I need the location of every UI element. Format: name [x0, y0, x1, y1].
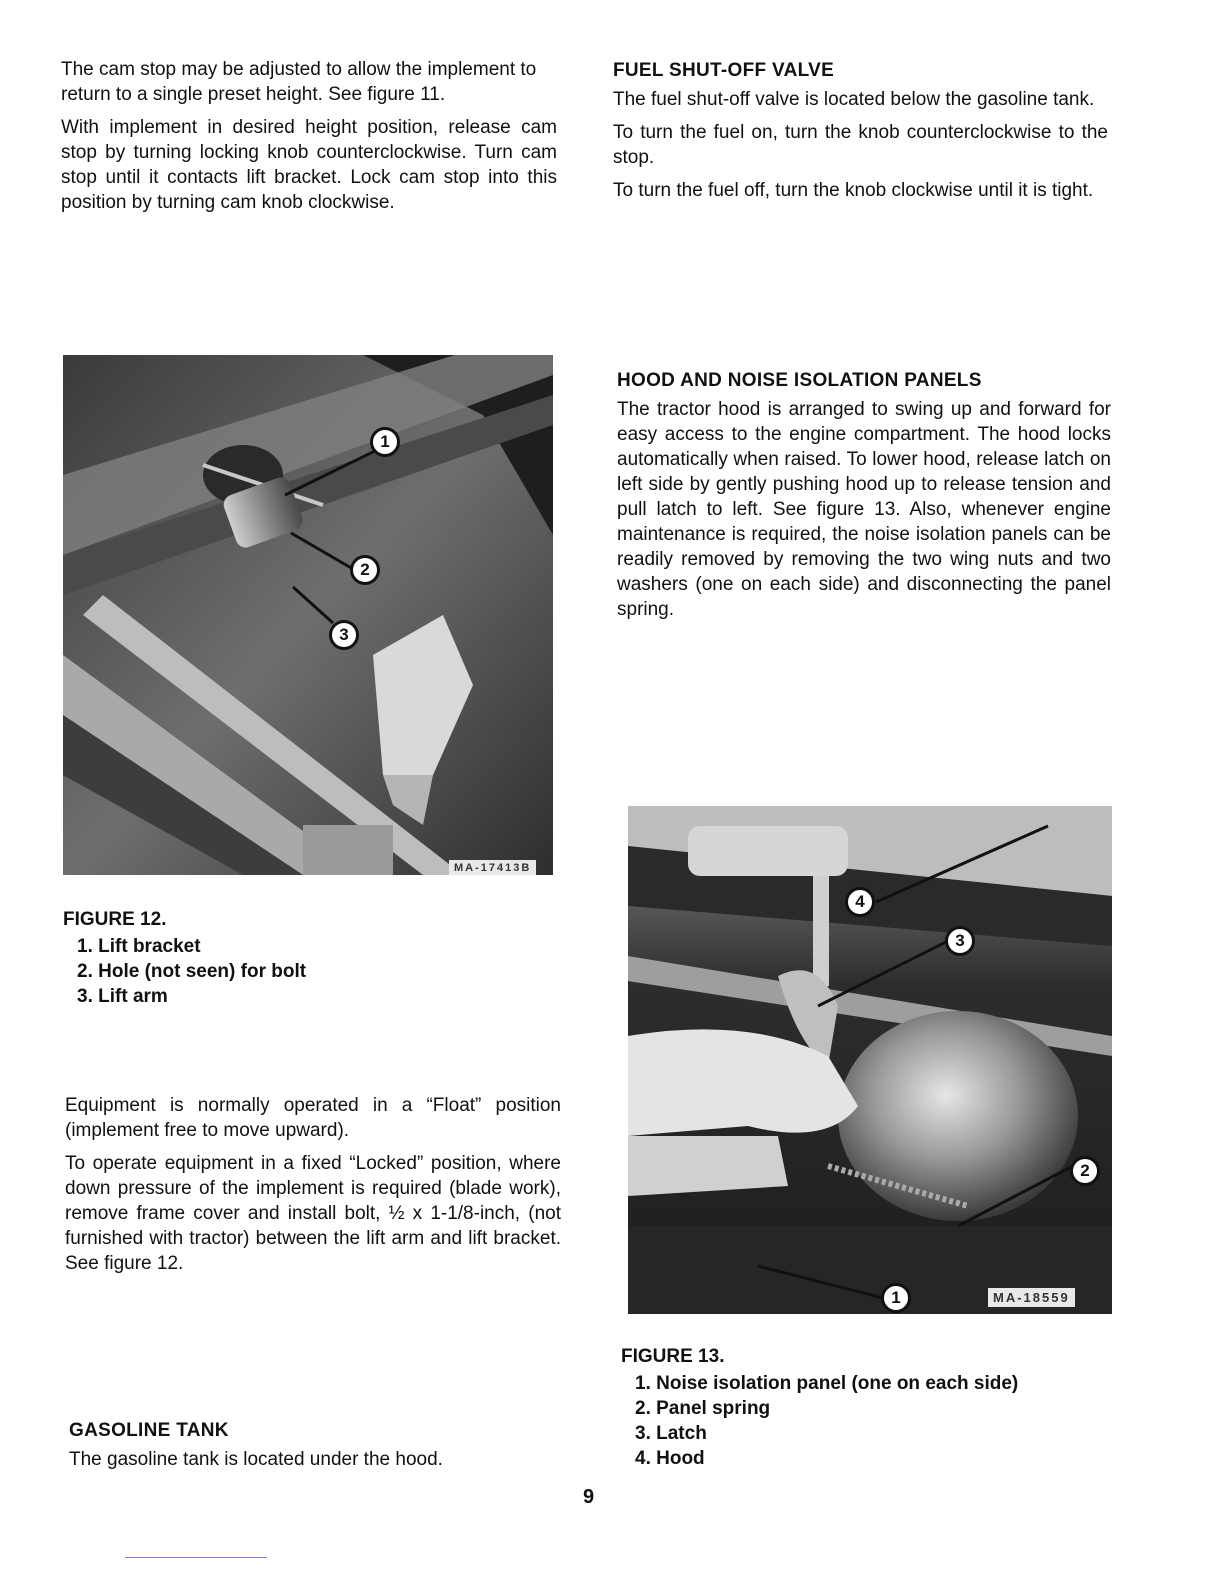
figure-13-legend-item: 3. Latch	[635, 1423, 707, 1444]
figure-13-callout-4: 4	[845, 887, 875, 917]
figure-13-legend	[621, 1371, 1121, 1471]
page-number: 9	[583, 1486, 595, 1508]
figure-12-illustration	[63, 355, 553, 875]
hood-text: The tractor hood is arranged to swing up and forward for easy access to the engine compartment. The hood locks automatically when raised. To lower hood, release latch on left side by gently pushing hood up to release tension and pull latch to left. See figure 13. Also, whenever engine maintenance is required, the noise isolation panels can be readily removed by removing the two wing nuts and two washers (one on each side) and disconnecting the panel spring.	[617, 399, 1111, 620]
fuel-valve-heading: FUEL SHUT-OFF VALVE	[613, 60, 835, 81]
gasoline-tank-text: The gasoline tank is located under the hood.	[69, 1449, 443, 1470]
figure-12-title: FIGURE 12.	[63, 909, 167, 930]
cam-stop-paragraph-1: The cam stop may be adjusted to allow the implement to return to a single preset height. See figure 11.	[61, 59, 537, 105]
hood-section	[617, 368, 1111, 622]
float-paragraph-2: To operate equipment in a fixed “Locked” position, where down pressure of the implement is required (blade work), remove frame cover and install bolt, ½ x 1-1/8-inch, (not furnished with tractor) between the lift arm and lift bracket. See figure 12.	[65, 1153, 561, 1274]
figure-12-legend	[63, 934, 543, 1009]
gasoline-tank-section	[69, 1418, 549, 1472]
cam-stop-paragraph-2: With implement in desired height position, release cam stop by turning locking knob counterclockwise. Turn cam stop until it contacts lift bracket. Lock cam stop into this position by turning cam knob clockwise.	[61, 117, 557, 213]
figure-12-callout-2: 2	[350, 555, 380, 585]
figure-13-photo	[628, 806, 1112, 1314]
fuel-valve-paragraph-1: The fuel shut-off valve is located below the gasoline tank.	[613, 89, 1095, 110]
fuel-valve-section	[613, 58, 1108, 203]
figure-13-callout-2: 2	[1070, 1156, 1100, 1186]
figure-13-photo-code: MA-18559	[988, 1288, 1075, 1307]
figure-13-legend-item: 4. Hood	[635, 1448, 705, 1469]
figure-13-callout-3: 3	[945, 926, 975, 956]
figure-12-caption	[63, 907, 543, 1009]
figure-12-legend-item: 3. Lift arm	[77, 986, 168, 1007]
fuel-valve-paragraph-2: To turn the fuel on, turn the knob counterclockwise to the stop.	[613, 122, 1108, 168]
figure-12-legend-item: 2. Hole (not seen) for bolt	[77, 961, 307, 982]
figure-12-photo	[63, 355, 553, 875]
cam-stop-section	[61, 57, 557, 215]
figure-12-callout-3: 3	[329, 620, 359, 650]
footer-rule	[125, 1557, 267, 1558]
figure-13-legend-item: 2. Panel spring	[635, 1398, 771, 1419]
figure-13-legend-item: 1. Noise isolation panel (one on each side)	[635, 1373, 1019, 1394]
float-paragraph-1: Equipment is normally operated in a “Float” position (implement free to move upward).	[65, 1095, 561, 1141]
figure-13-callout-1: 1	[881, 1283, 911, 1313]
figure-12-photo-code: MA-17413B	[449, 860, 536, 875]
hood-heading: HOOD AND NOISE ISOLATION PANELS	[617, 370, 982, 391]
figure-12-legend-item: 1. Lift bracket	[77, 936, 201, 957]
gasoline-tank-heading: GASOLINE TANK	[69, 1420, 229, 1441]
fuel-valve-paragraph-3: To turn the fuel off, turn the knob clockwise until it is tight.	[613, 180, 1094, 201]
figure-13-title: FIGURE 13.	[621, 1346, 725, 1367]
float-position-section	[65, 1093, 561, 1276]
figure-13-illustration	[628, 806, 1112, 1314]
figure-12-callout-1: 1	[370, 427, 400, 457]
figure-13-caption	[621, 1344, 1121, 1471]
